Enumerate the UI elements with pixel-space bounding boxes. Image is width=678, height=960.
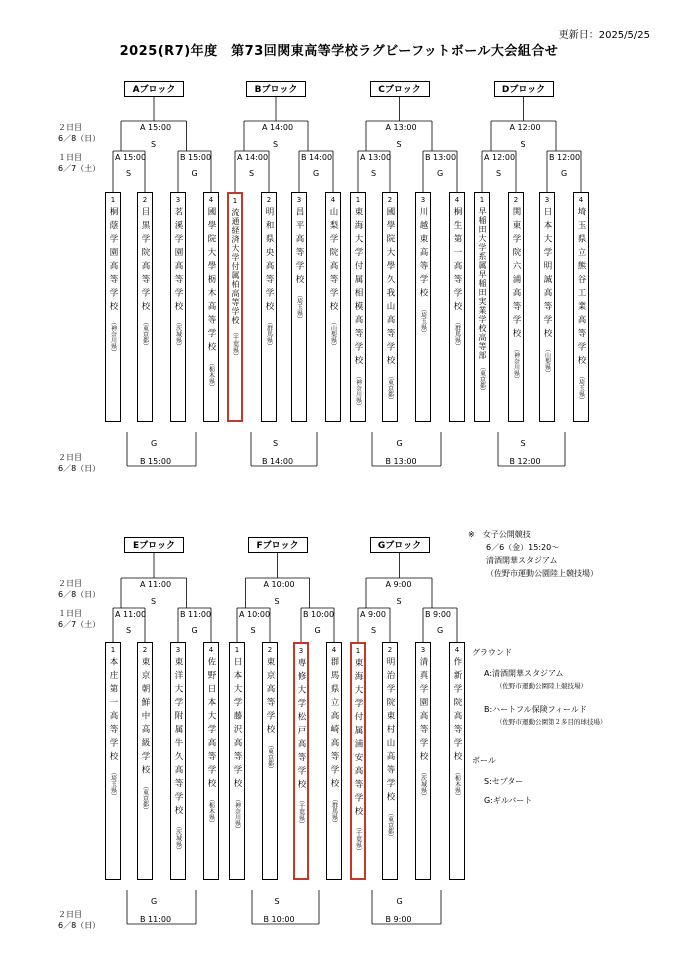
team-box (229, 642, 245, 880)
team-prefecture: （茨城県） (419, 769, 427, 799)
third-time: B 12:00 (509, 457, 541, 466)
team-box (170, 192, 186, 422)
team-prefecture: （東京都） (266, 742, 274, 772)
team-seed: 1 (355, 196, 361, 204)
team-seed: 1 (232, 197, 238, 205)
team-name: 東海大学付属浦安高等学校 (353, 658, 363, 820)
ball-title: ボール (472, 756, 496, 765)
team-prefecture: （栃木県） (207, 796, 215, 826)
team-seed: 3 (420, 646, 426, 654)
team-box (170, 642, 186, 880)
team-seed: 1 (479, 196, 485, 204)
team-name: 関東学院六浦高等学校 (511, 207, 521, 342)
team-prefecture: （千葉県） (231, 329, 239, 359)
team-prefecture: （山梨県） (329, 319, 337, 349)
third-time: B 10:00 (263, 915, 295, 924)
semi-ball: G (561, 169, 568, 178)
block-header: Aブロック (124, 81, 184, 97)
final-time: A 10:00 (263, 580, 295, 589)
team-seed: 1 (110, 196, 116, 204)
semi-time: A 13:00 (360, 153, 392, 162)
team-box (203, 642, 219, 880)
block-header: Cブロック (370, 81, 430, 97)
semi-ball: G (313, 169, 320, 178)
womens-venue: 清酒開華スタジアム (486, 556, 558, 565)
team-seed: 4 (578, 196, 584, 204)
semi-time: B 13:00 (425, 153, 457, 162)
day2-label-bottom: ２日目 6／8（日） (58, 579, 101, 599)
updated-date: 更新日：2025/5/25 (558, 30, 650, 41)
team-prefecture: （千葉県） (354, 824, 362, 854)
womens-venue-sub: （佐野市運動公園陸上競技場） (486, 569, 598, 578)
ground-title: グラウンド (472, 648, 512, 657)
team-prefecture: （埼玉県） (577, 373, 585, 403)
team-name: 國學院大學久我山高等学校 (385, 207, 395, 369)
team-name: 早稲田大学系属早稲田実業学校高等部 (478, 207, 487, 360)
semi-ball: S (126, 169, 132, 178)
team-name: 群馬県立高崎高等学校 (329, 657, 339, 792)
page-title: 2025(R7)年度 第73回関東高等学校ラグビーフットボール大会組合せ (119, 44, 559, 59)
semi-time: A 11:00 (115, 610, 147, 619)
team-name: 専修大学松戸高等学校 (296, 658, 306, 793)
ground-b-sub: （佐野市運動公園第２多目的球技場） (496, 718, 607, 726)
team-seed: 2 (513, 196, 519, 204)
team-prefecture: （埼玉県） (109, 769, 117, 799)
semi-ball: G (191, 626, 198, 635)
block-header: Bブロック (246, 81, 306, 97)
team-seed: 2 (142, 646, 148, 654)
team-prefecture: （神奈川県） (109, 319, 117, 355)
team-name: 國學院大學栃木高等学校 (206, 207, 216, 356)
day2-label-bottom-third: ２日目 6／8（日） (58, 910, 101, 930)
team-prefecture: （東京都） (386, 809, 394, 840)
final-ball: S (520, 140, 526, 149)
third-time: B 13:00 (385, 457, 417, 466)
team-prefecture: （神奈川県） (512, 346, 520, 382)
womens-date: 6／6（金）15:20～ (486, 543, 560, 552)
block-header: Eブロック (124, 537, 184, 553)
womens-title: ※ 女子公開競技 (468, 530, 531, 539)
team-name: 東京高等学校 (265, 657, 275, 738)
third-ball: S (520, 439, 526, 448)
third-ball: G (151, 439, 158, 448)
semi-ball: G (191, 169, 198, 178)
team-name: 流通経済大学付属柏高等学校 (231, 208, 240, 325)
team-box (508, 192, 524, 422)
team-prefecture: （埼玉県） (295, 292, 303, 322)
third-time: B 15:00 (140, 457, 172, 466)
team-seed: 3 (298, 647, 304, 655)
semi-ball: S (371, 169, 377, 178)
womens-note (468, 528, 598, 580)
ball-s: S:セプター (484, 777, 524, 786)
final-ball: S (396, 140, 402, 149)
block-header: Gブロック (370, 537, 430, 553)
final-ball: S (273, 140, 279, 149)
semi-time: A 15:00 (115, 153, 147, 162)
semi-ball: G (437, 626, 444, 635)
final-time: A 12:00 (509, 123, 541, 132)
final-ball: S (151, 597, 157, 606)
team-seed: 3 (544, 196, 550, 204)
team-prefecture: （群馬県） (265, 319, 273, 349)
block-header: Dブロック (494, 81, 554, 97)
day2-label-top: ２日目 6／8（日） (58, 123, 101, 143)
semi-time: A 12:00 (484, 153, 516, 162)
final-time: A 11:00 (140, 580, 172, 589)
semi-ball: S (371, 626, 377, 635)
semi-ball: S (126, 626, 132, 635)
team-prefecture: （東京都） (141, 319, 149, 349)
team-seed: 3 (296, 196, 302, 204)
team-seed: 2 (387, 646, 393, 654)
team-name: 東洋大学附属牛久高等学校 (173, 657, 183, 819)
team-box (203, 192, 219, 422)
team-seed: 2 (387, 196, 393, 204)
team-name: 清真学園高等学校 (418, 657, 428, 765)
semi-time: B 11:00 (180, 610, 212, 619)
team-box (539, 192, 555, 422)
day1-label-top: １日目 6／7（土） (58, 153, 101, 173)
final-ball: S (151, 140, 157, 149)
team-seed: 4 (454, 196, 460, 204)
team-box (261, 192, 277, 422)
team-prefecture: （山梨県） (543, 346, 551, 376)
team-box (350, 192, 366, 422)
semi-time: B 14:00 (301, 153, 333, 162)
team-name: 埼玉県立熊谷工業高等学校 (576, 207, 586, 369)
team-seed: 4 (330, 196, 336, 204)
team-name: 目黒学院高等学校 (140, 207, 150, 315)
team-prefecture: （東京都） (478, 364, 486, 394)
team-prefecture: （東京都） (386, 373, 394, 403)
team-box (262, 642, 278, 880)
team-box (326, 642, 342, 880)
semi-ball: S (250, 626, 256, 635)
third-time: B 14:00 (262, 457, 294, 466)
semi-ball: G (314, 626, 321, 635)
team-seed: 4 (331, 646, 337, 654)
final-ball: S (274, 597, 280, 606)
semi-ball: G (437, 169, 444, 178)
final-time: A 15:00 (140, 123, 172, 132)
team-name: 日本大学明誠高等学校 (542, 207, 552, 342)
day2-label-top-third: ２日目 6／8（日） (58, 453, 101, 473)
block-header: Fブロック (248, 537, 308, 553)
third-ball: S (274, 897, 280, 906)
team-name: 東海大学付属相模高等学校 (353, 207, 363, 369)
team-seed: 4 (208, 646, 214, 654)
team-seed: 3 (175, 646, 181, 654)
semi-time: B 10:00 (303, 610, 335, 619)
team-prefecture: （神奈川県） (354, 373, 362, 409)
team-name: 日本大学藤沢高等学校 (232, 657, 242, 792)
team-name: 川越東高等学校 (418, 207, 428, 302)
ball-g: G:ギルバート (484, 796, 533, 805)
third-ball: G (151, 897, 158, 906)
final-ball: S (396, 597, 402, 606)
semi-ball: S (496, 169, 502, 178)
ground-a: A:清酒開華スタジアム (484, 669, 564, 678)
team-seed: 4 (208, 196, 214, 204)
third-time: B 9:00 (385, 915, 412, 924)
semi-time: A 14:00 (237, 153, 269, 162)
team-name: 東京朝鮮中高級学校 (140, 657, 150, 779)
team-prefecture: （埼玉県） (419, 305, 427, 336)
team-seed: 3 (420, 196, 426, 204)
team-name: 明治学院東村山高等学校 (385, 657, 395, 806)
team-name: 昌平高等学校 (294, 207, 304, 288)
team-box (415, 192, 431, 422)
team-name: 桐蔭学園高等学校 (108, 207, 118, 315)
team-prefecture: （栃木県） (453, 769, 461, 799)
team-box (325, 192, 341, 422)
semi-ball: S (249, 169, 255, 178)
team-seed: 2 (142, 196, 148, 204)
ground-a-sub: （佐野市運動公園陸上競技場） (496, 682, 587, 690)
team-seed: 4 (454, 646, 460, 654)
third-time: B 11:00 (140, 915, 172, 924)
team-seed: 3 (175, 196, 181, 204)
team-prefecture: （群馬県） (330, 796, 338, 826)
team-box (293, 642, 309, 880)
team-box (449, 192, 465, 422)
team-box (291, 192, 307, 422)
semi-time: A 9:00 (360, 610, 386, 619)
final-time: A 9:00 (385, 580, 412, 589)
team-prefecture: （茨城県） (174, 319, 182, 349)
team-prefecture: （東京都） (141, 782, 149, 813)
team-name: 桐生第一高等学校 (452, 207, 462, 315)
team-seed: 2 (266, 196, 272, 204)
team-name: 明和県央高等学校 (264, 207, 274, 315)
ground-legend (472, 646, 607, 729)
team-seed: 1 (355, 647, 361, 655)
third-ball: S (273, 439, 279, 448)
team-box (382, 642, 398, 880)
team-seed: 1 (234, 646, 240, 654)
team-name: 本庄第一高等学校 (108, 657, 118, 765)
team-prefecture: （千葉県） (297, 797, 305, 827)
team-box (474, 192, 490, 422)
third-ball: G (396, 897, 403, 906)
team-name: 佐野日本大学高等学校 (206, 657, 216, 792)
team-box (382, 192, 398, 422)
ball-legend (472, 754, 532, 807)
team-box (573, 192, 589, 422)
team-box (350, 642, 366, 880)
team-name: 山梨学院高等学校 (328, 207, 338, 315)
team-box (105, 192, 121, 422)
team-seed: 1 (110, 646, 116, 654)
team-box (137, 642, 153, 880)
team-name: 茗溪学園高等学校 (173, 207, 183, 315)
final-time: A 13:00 (385, 123, 417, 132)
team-box (449, 642, 465, 880)
semi-time: B 15:00 (180, 153, 212, 162)
semi-time: A 10:00 (239, 610, 271, 619)
team-prefecture: （茨城県） (174, 823, 182, 853)
day1-label-bottom: １日目 6／7（土） (58, 609, 101, 629)
team-name: 作新学院高等学校 (452, 657, 462, 765)
team-box (415, 642, 431, 880)
third-ball: G (396, 439, 403, 448)
ground-b: B:ハートフル保険フィールド (484, 705, 587, 714)
semi-time: B 12:00 (549, 153, 581, 162)
team-prefecture: （神奈川県） (233, 796, 241, 832)
team-box (227, 192, 243, 422)
team-box (137, 192, 153, 422)
team-prefecture: （群馬県） (453, 319, 461, 349)
final-time: A 14:00 (262, 123, 294, 132)
team-seed: 2 (267, 646, 273, 654)
team-prefecture: （栃木県） (207, 359, 215, 390)
team-box (105, 642, 121, 880)
semi-time: B 9:00 (425, 610, 451, 619)
